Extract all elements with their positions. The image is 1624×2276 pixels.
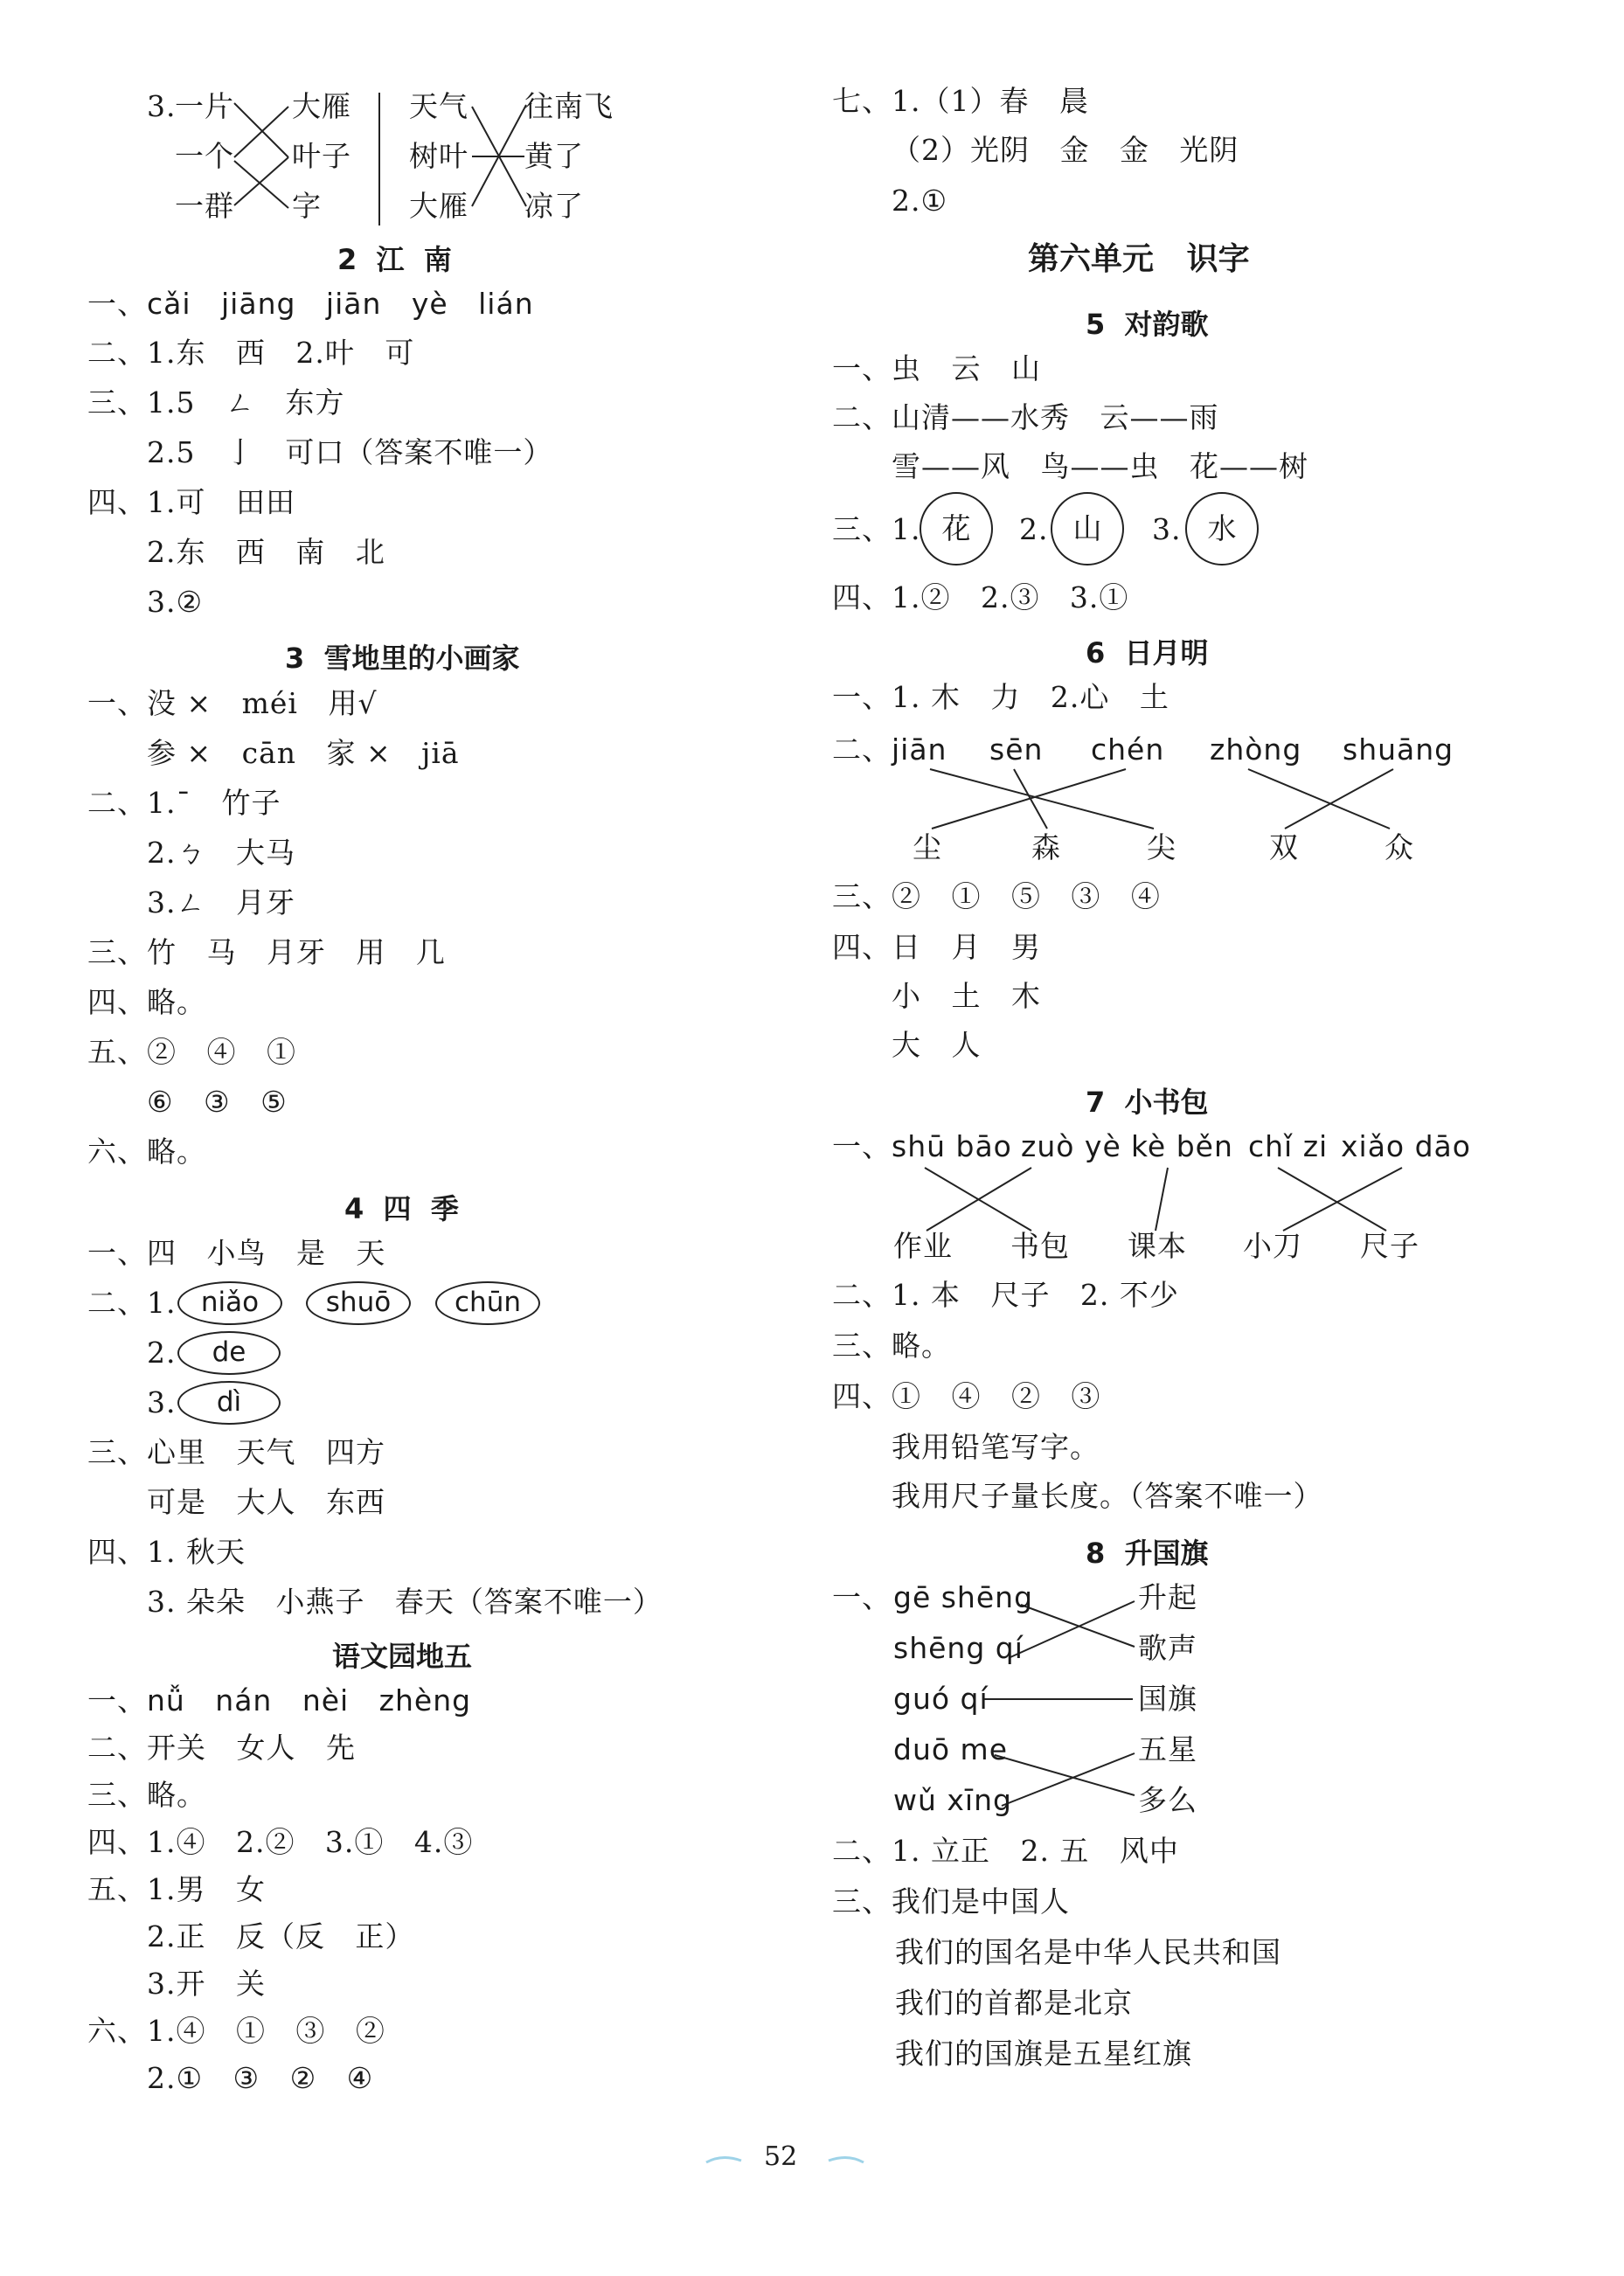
pinyin-item: kè běn — [1131, 1129, 1233, 1163]
pinyin-item: shēng qí — [893, 1631, 1024, 1665]
match-col4-item: 往南飞 — [524, 89, 614, 123]
answer-line: 四、1.④ 2.② 3.① 4.③ — [87, 1825, 474, 1859]
match-col4-item: 凉了 — [524, 189, 584, 223]
answer-line: 3. 朵朵 小燕子 春天（答案不唯一） — [147, 1585, 663, 1619]
char-item: 尘 — [913, 830, 942, 864]
unit-title: 第六单元 识字 — [1028, 241, 1250, 277]
word-item: 尺子 — [1360, 1229, 1419, 1263]
char-item: 双 — [1269, 830, 1299, 864]
circled-pinyin: niǎo — [177, 1281, 282, 1325]
answer-line: 一、四 小鸟 是 天 — [87, 1236, 386, 1270]
page-number: 52 — [764, 2141, 798, 2172]
pinyin-item: duō me — [893, 1732, 1008, 1766]
answer-line: 小 土 木 — [892, 979, 1041, 1013]
pinyin-item: wǔ xīng — [893, 1783, 1012, 1817]
section-title-siji: 4 四 季 — [344, 1192, 459, 1225]
answer-line: 3.ㄥ 月牙 — [147, 885, 295, 919]
word-item: 升起 — [1138, 1580, 1197, 1614]
answer-line: 四、① ④ ② ③ — [832, 1379, 1101, 1413]
answer-line: 二、1. 立正 2. 五 风中 — [832, 1834, 1179, 1868]
answer-line: 雪——风 鸟——虫 花——树 — [892, 449, 1308, 483]
match-col4-item: 黄了 — [524, 139, 584, 173]
circled-pinyin: shuō — [306, 1281, 411, 1325]
circled-char: 水 — [1185, 492, 1259, 566]
pinyin-item: jiān — [892, 732, 947, 767]
section-title-shengguoqi: 8 升国旗 — [1086, 1537, 1209, 1570]
answer-line: 参 × cān 家 × jiā — [147, 736, 460, 770]
word-item: 课本 — [1128, 1229, 1187, 1263]
match-col3-item: 树叶 — [409, 139, 468, 173]
match-col2-item: 叶子 — [292, 139, 351, 173]
answer-line: 三、心里 天气 四方 — [87, 1435, 385, 1469]
match-col2-item: 字 — [292, 189, 322, 223]
answer-line: 六、1.④ ① ③ ② — [87, 2014, 385, 2048]
answer-line: 2.① ③ ② ④ — [147, 2061, 374, 2095]
answer-line: 四、略。 — [87, 985, 206, 1019]
answer-line: 3.② — [147, 585, 204, 619]
answer-line: 可是 大人 东西 — [147, 1485, 385, 1519]
pinyin-item: shuāng — [1343, 732, 1454, 767]
answer-line: 一、1. 木 力 2.心 土 — [832, 680, 1169, 714]
circled-char: 花 — [920, 492, 993, 566]
pinyin-item: chǐ zi — [1248, 1129, 1329, 1163]
circled-pinyin: dì — [177, 1381, 281, 1425]
answer-line-label: 3. — [147, 1385, 177, 1419]
answer-line-label: 二、 — [832, 732, 892, 767]
answer-line: 五、② ④ ① — [87, 1035, 296, 1069]
answer-line: 2.东 西 南 北 — [147, 535, 385, 569]
pinyin-item: gē shēng — [893, 1580, 1034, 1614]
answer-line-label: 一、 — [832, 1129, 892, 1163]
answer-line: 三、1.5 ㄥ 东方 — [87, 385, 345, 420]
word-item: 小刀 — [1243, 1229, 1302, 1263]
char-item: 尖 — [1147, 830, 1176, 864]
answer-line: 六、略。 — [87, 1135, 206, 1169]
answer-line: ⑥ ③ ⑤ — [147, 1085, 288, 1119]
answer-line: 四、日 月 男 — [832, 930, 1041, 964]
word-item: 歌声 — [1138, 1631, 1197, 1665]
match-col1-item: 一个 — [175, 139, 234, 173]
circled-pinyin: chūn — [435, 1281, 540, 1325]
answer-line-label: 一、 — [832, 1580, 892, 1614]
answer-line: 3.开 关 — [147, 1967, 266, 2001]
answer-line: 七、1.（1）春 晨 — [832, 84, 1089, 118]
answer-line: 2.ㄅ 大马 — [147, 836, 295, 870]
match-label: 3. — [147, 89, 177, 123]
answer-line-label: 2. — [147, 1336, 177, 1370]
section-title-duiyunge: 5 对韵歌 — [1086, 308, 1209, 341]
section-title-jiangnan: 2 江 南 — [337, 243, 452, 276]
section-title-riyueming: 6 日月明 — [1086, 636, 1209, 670]
answer-line: 一、nǚ nán nèi zhèng — [87, 1683, 472, 1717]
answer-line: 三、② ① ⑤ ③ ④ — [832, 879, 1161, 913]
answer-line: 二、1.ˉ 竹子 — [87, 786, 281, 820]
answer-line-label: 3. — [1152, 512, 1182, 546]
section-title-xuedi: 3 雪地里的小画家 — [285, 642, 520, 675]
answer-line: 我用铅笔写字。 — [892, 1430, 1100, 1464]
answer-line: 一、cǎi jiāng jiān yè lián — [87, 287, 534, 321]
answer-line: 2.正 反（反 正） — [147, 1919, 415, 1953]
circled-pinyin: de — [177, 1331, 281, 1375]
circled-char: 山 — [1051, 492, 1124, 566]
answer-line-label: 二、1. — [87, 1286, 177, 1320]
answer-line: 二、1. 本 尺子 2. 不少 — [832, 1278, 1179, 1312]
pinyin-item: zhòng — [1210, 732, 1302, 767]
section-title-xiaoshubao: 7 小书包 — [1086, 1086, 1209, 1119]
match-col3-item: 天气 — [409, 89, 468, 123]
answer-line: 五、1.男 女 — [87, 1872, 266, 1906]
answer-line: 我们的首都是北京 — [895, 1986, 1133, 2020]
answer-line: 大 人 — [892, 1028, 982, 1062]
pinyin-item: guó qí — [893, 1682, 989, 1716]
char-item: 众 — [1385, 830, 1414, 864]
word-item: 多么 — [1138, 1783, 1197, 1817]
answer-line: 三、略。 — [87, 1778, 206, 1812]
pinyin-item: sēn — [989, 732, 1044, 767]
match-col1-item: 一群 — [175, 189, 234, 223]
answer-line: 三、略。 — [832, 1329, 951, 1363]
answer-line: 2.① — [892, 184, 948, 218]
answer-line: 二、山清——水秀 云——雨 — [832, 400, 1219, 434]
pinyin-item: xiǎo dāo — [1341, 1129, 1471, 1163]
answer-line: 一、虫 云 山 — [832, 351, 1041, 385]
answer-line: 二、1.东 西 2.叶 可 — [87, 336, 415, 370]
answer-line: 四、1.可 田田 — [87, 485, 295, 519]
answer-line: （2）光阴 金 金 光阴 — [892, 133, 1239, 167]
word-item: 作业 — [893, 1229, 953, 1263]
answer-line: 一、没 × méi 用√ — [87, 686, 378, 720]
answer-line: 我们的国旗是五星红旗 — [895, 2037, 1192, 2071]
match-col3-item: 大雁 — [409, 189, 468, 223]
pinyin-item: chén — [1091, 732, 1165, 767]
answer-line-label: 2. — [1019, 512, 1049, 546]
section-title-yuanditwu: 语文园地五 — [332, 1640, 473, 1673]
answer-line: 二、开关 女人 先 — [87, 1731, 356, 1765]
word-item: 国旗 — [1138, 1682, 1197, 1716]
word-item: 五星 — [1138, 1732, 1197, 1766]
answer-line: 我用尺子量长度。（答案不唯一） — [892, 1479, 1323, 1513]
answer-line: 2.5 亅 可口（答案不唯一） — [147, 435, 553, 469]
char-item: 森 — [1031, 830, 1061, 864]
answer-line: 三、竹 马 月牙 用 几 — [87, 935, 446, 969]
pinyin-item: shū bāo — [892, 1129, 1012, 1163]
pinyin-item: zuò yè — [1021, 1129, 1121, 1163]
answer-line: 四、1. 秋天 — [87, 1535, 246, 1569]
answer-line-label: 三、1. — [832, 512, 921, 546]
answer-line: 三、我们是中国人 — [832, 1884, 1070, 1919]
match-col2-item: 大雁 — [292, 89, 351, 123]
answer-line: 我们的国名是中华人民共和国 — [895, 1935, 1281, 1969]
match-col1-item: 一片 — [175, 89, 234, 123]
word-item: 书包 — [1010, 1229, 1070, 1263]
answer-line: 四、1.② 2.③ 3.① — [832, 580, 1129, 614]
